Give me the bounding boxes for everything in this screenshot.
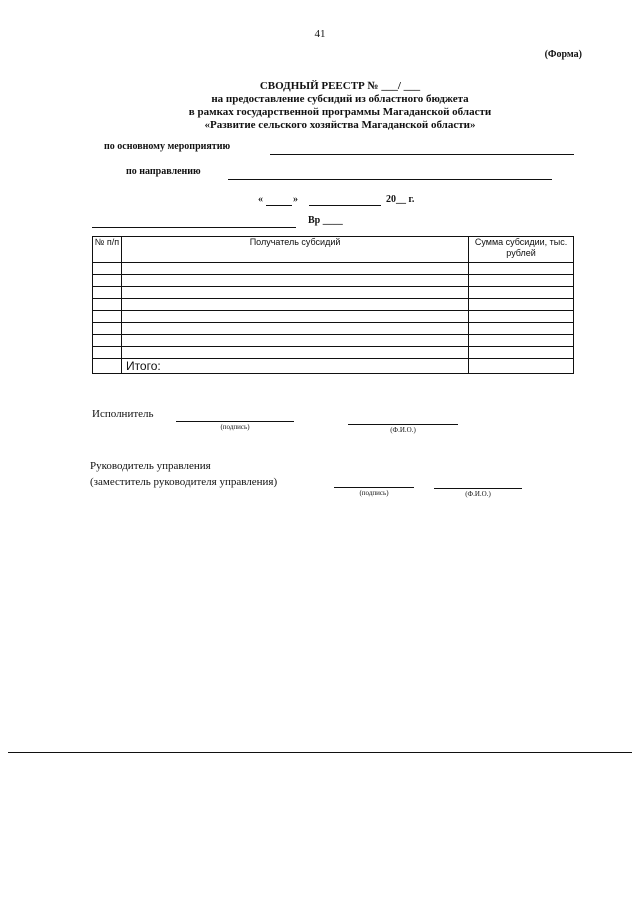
title-line-4: «Развитие сельского хозяйства Магаданской области» (204, 119, 476, 131)
registry-table (92, 236, 574, 374)
executor-name-field[interactable] (348, 424, 458, 425)
cell-amount[interactable] (469, 287, 574, 299)
form-tag: (Форма) (544, 49, 582, 60)
executor-label: Исполнитель (92, 408, 154, 420)
cell-amount[interactable] (469, 263, 574, 275)
table-row (93, 323, 574, 335)
table-total-row (93, 359, 574, 374)
cell-recipient[interactable] (121, 323, 468, 335)
main-activity-label: по основному мероприятию (104, 141, 231, 152)
main-activity-field[interactable] (270, 154, 574, 155)
cell-recipient[interactable] (121, 299, 468, 311)
cell-recipient[interactable] (121, 335, 468, 347)
cell-number[interactable] (93, 347, 122, 359)
total-label: Итого: (121, 359, 468, 374)
table-row (93, 299, 574, 311)
head-label-line-2: (заместитель руководителя управления) (90, 476, 278, 488)
page-bottom-rule (8, 752, 632, 753)
cell-number[interactable] (93, 287, 122, 299)
total-amount-cell[interactable] (469, 359, 574, 374)
header-amount: Сумма субсидии, тыс. рублей (469, 237, 574, 263)
document-title (120, 80, 560, 132)
header-number: № п/п (93, 237, 122, 263)
head-name-field[interactable] (434, 488, 522, 489)
executor-signature-caption: (подпись) (220, 423, 250, 431)
cell-recipient[interactable] (121, 287, 468, 299)
cell-amount[interactable] (469, 335, 574, 347)
date-open-quote: « (258, 194, 263, 205)
header-recipient: Получатель субсидий (121, 237, 468, 263)
cell-amount[interactable] (469, 323, 574, 335)
cell-amount[interactable] (469, 311, 574, 323)
table-row (93, 311, 574, 323)
cell-amount[interactable] (469, 347, 574, 359)
cell-recipient[interactable] (121, 311, 468, 323)
vr-label: Вр ____ (308, 215, 343, 226)
table-header-row (93, 237, 574, 263)
table-row (93, 335, 574, 347)
table-row (93, 347, 574, 359)
date-year-label: 20__ г. (386, 194, 415, 205)
date-close-quote: » (293, 194, 298, 205)
direction-field[interactable] (228, 179, 552, 180)
table-row (93, 263, 574, 275)
table-row (93, 287, 574, 299)
head-label-line-1: Руководитель управления (90, 460, 211, 472)
cell-amount[interactable] (469, 299, 574, 311)
executor-signature-field[interactable] (176, 421, 294, 422)
cell-number[interactable] (93, 335, 122, 347)
direction-label: по направлению (126, 166, 201, 177)
title-line-1: СВОДНЫЙ РЕЕСТР № ___/ ___ (259, 80, 421, 92)
head-name-caption: (Ф.И.О.) (465, 490, 491, 498)
total-empty-cell (93, 359, 122, 374)
executor-name-caption: (Ф.И.О.) (390, 426, 416, 434)
cell-recipient[interactable] (121, 275, 468, 287)
title-line-3: в рамках государственной программы Магаданской области (188, 106, 492, 118)
cell-number[interactable] (93, 275, 122, 287)
cell-number[interactable] (93, 299, 122, 311)
cell-number[interactable] (93, 263, 122, 275)
cell-number[interactable] (93, 311, 122, 323)
cell-amount[interactable] (469, 275, 574, 287)
registry-code-field[interactable] (92, 227, 296, 228)
page-number: 41 (314, 28, 326, 40)
cell-number[interactable] (93, 323, 122, 335)
cell-recipient[interactable] (121, 347, 468, 359)
cell-recipient[interactable] (121, 263, 468, 275)
title-line-2: на предоставление субсидий из областного бюджета (211, 93, 469, 105)
date-day-field[interactable] (266, 205, 292, 206)
table-row (93, 275, 574, 287)
head-signature-field[interactable] (334, 487, 414, 488)
date-month-field[interactable] (309, 205, 381, 206)
head-signature-caption: (подпись) (359, 489, 389, 497)
